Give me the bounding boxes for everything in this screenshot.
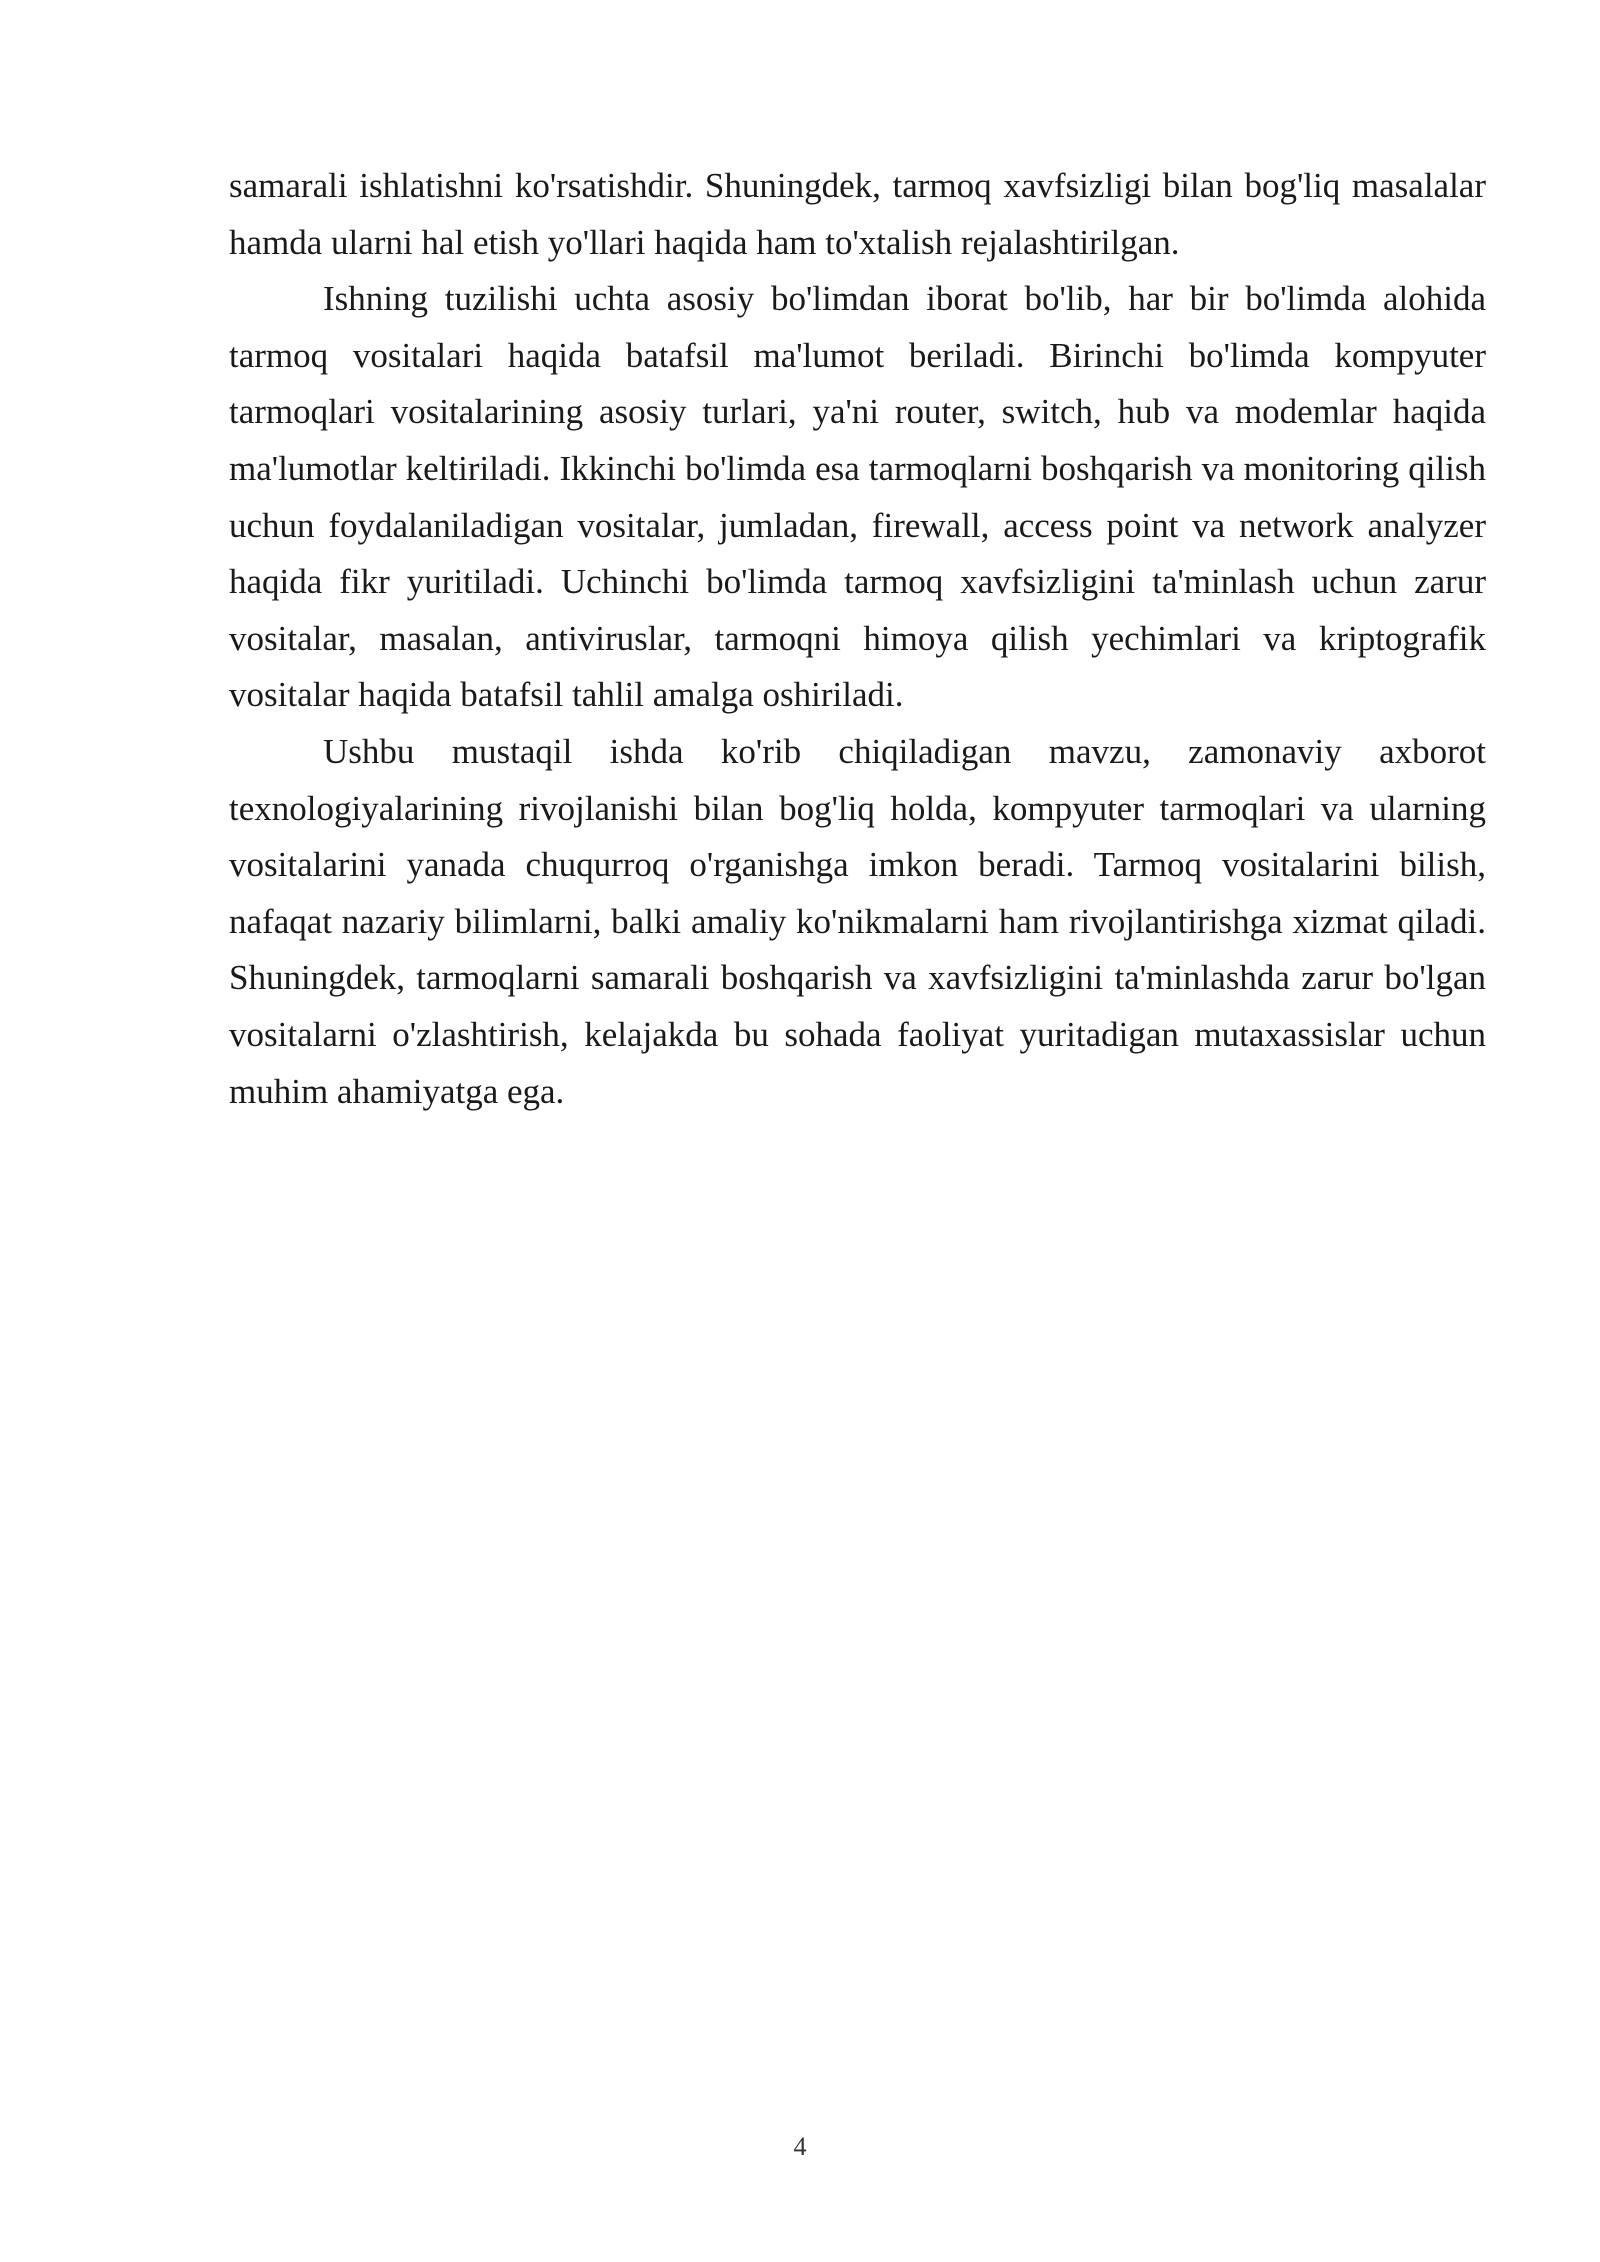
paragraph-structure: Ishning tuzilishi uchta asosiy bo'limdan iborat bo'lib, har bir bo'limda alohida tarmoq vositalari haqida batafsil ma'lumot beriladi. Birinchi bo'limda kompyuter tarmoqlari vositalarining asosiy turlari, ya'ni router, switch, hub va modemlar haqida ma'lumotlar keltiriladi. Ikkinchi bo'limda esa tarmoqlarni boshqarish va monitoring qilish uchun foydalaniladigan vositalar, jumladan, firewall, access point va network analyzer haqida fikr yuritiladi. Uchinchi bo'limda tarmoq xavfsizligini ta'minlash uchun zarur vositalar, masalan, antiviruslar, tarmoqni himoya qilish yechimlari va kriptografik vositalar haqida batafsil tahlil amalga oshiriladi. (229, 279, 1486, 715)
paragraph-significance: Ushbu mustaqil ishda ko'rib chiqiladigan mavzu, zamonaviy axborot texnologiyalarining rivojlanishi bilan bog'liq holda, kompyuter tarmoqlari va ularning vositalarini yanada chuqurroq o'rganishga imkon beradi. Tarmoq vositalarini bilish, nafaqat nazariy bilimlarni, balki amaliy ko'nikmalarni ham rivojlantirishga xizmat qiladi. Shuningdek, tarmoqlarni samarali boshqarish va xavfsizligini ta'minlashda zarur bo'lgan vositalarni o'zlashtirish, kelajakda bu sohada faoliyat yuritadigan mutaxassislar uchun muhim ahamiyatga ega. (229, 731, 1486, 1111)
paragraph-continuation: samarali ishlatishni ko'rsatishdir. Shuningdek, tarmoq xavfsizligi bilan bog'liq masalalar hamda ularni hal etish yo'llari haqida ham to'xtalish rejalashtirilgan. (229, 166, 1486, 262)
body-text (229, 158, 1486, 1120)
page-number: 4 (793, 2132, 807, 2161)
